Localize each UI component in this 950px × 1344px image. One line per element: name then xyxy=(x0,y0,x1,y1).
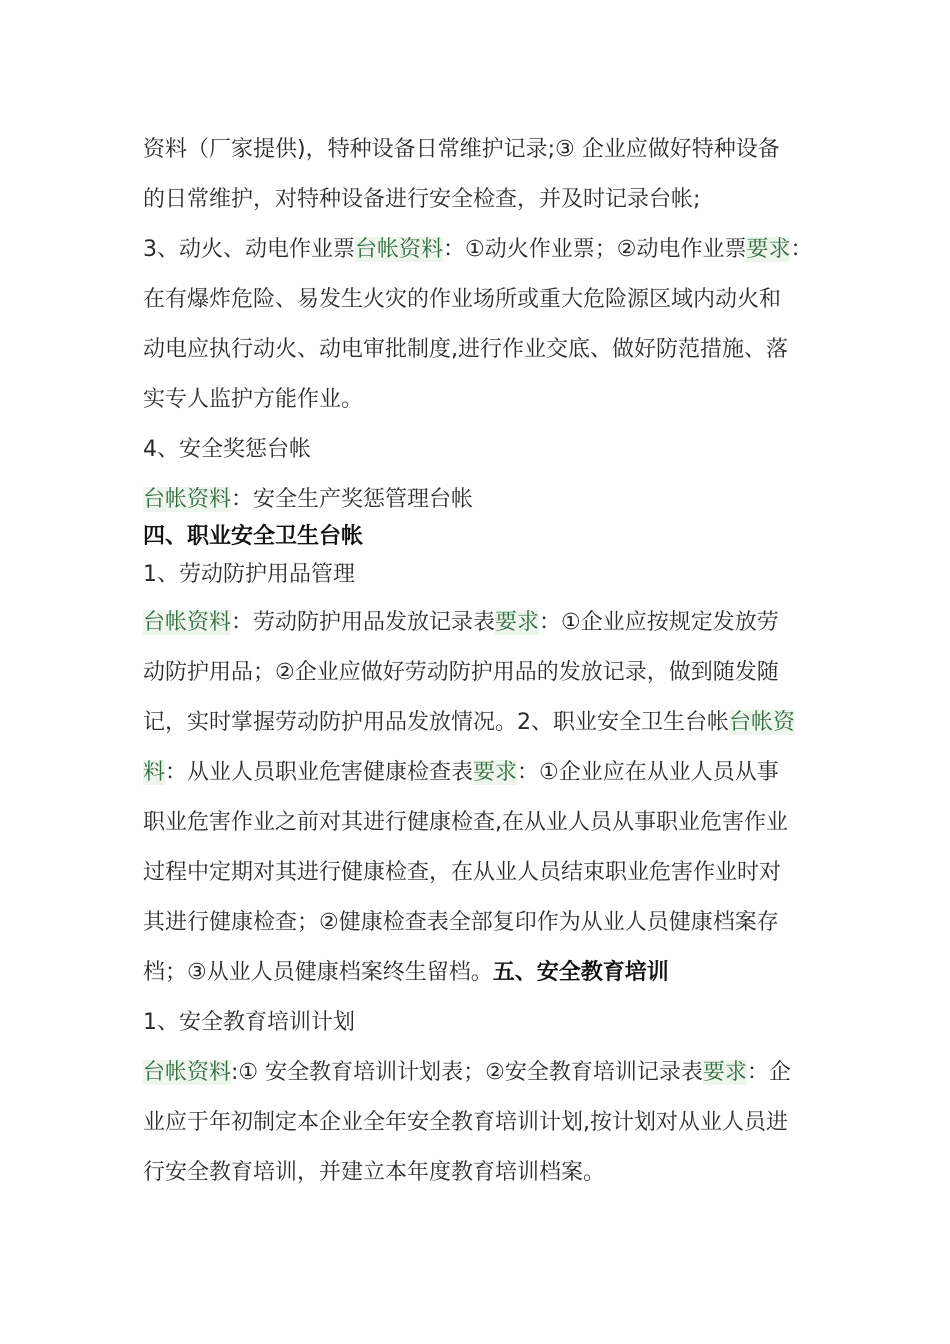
body-text: ：①动火作业票；②动电作业票 xyxy=(443,237,747,262)
text-line xyxy=(143,285,823,315)
highlighted-term: 要求 xyxy=(746,237,791,262)
text-line xyxy=(143,858,823,888)
text-line xyxy=(143,1008,823,1038)
text-line xyxy=(143,808,823,838)
body-text: 在有爆炸危险、易发生火灾的作业场所或重大危险源区域内动火和 xyxy=(143,287,782,312)
highlighted-term: 要求 xyxy=(473,760,518,785)
text-line xyxy=(143,385,823,415)
text-line xyxy=(143,235,823,265)
body-text: 业应于年初制定本企业全年安全教育培训计划,按计划对从业人员进 xyxy=(143,1110,788,1135)
body-text: 4、安全奖惩台帐 xyxy=(143,437,311,462)
body-text: 1、安全教育培训计划 xyxy=(143,1010,355,1035)
body-text: ：安全生产奖惩管理台帐 xyxy=(231,487,474,512)
body-text: 职业危害作业之前对其进行健康检查,在从业人员从事职业危害作业 xyxy=(143,810,788,835)
text-line xyxy=(143,1058,823,1088)
body-text: 资料（厂家提供)，特种设备日常维护记录;③ 企业应做好特种设备 xyxy=(143,137,780,162)
text-line xyxy=(143,908,823,938)
body-text: 1、劳动防护用品管理 xyxy=(143,562,355,587)
highlighted-term: 要求 xyxy=(702,1060,747,1085)
body-text: 档；③从业人员健康档案终生留档。 xyxy=(143,960,493,985)
highlighted-term: 台帐资料 xyxy=(143,487,232,512)
highlighted-term: 台帐资料 xyxy=(143,610,232,635)
text-line xyxy=(143,1108,823,1138)
text-line xyxy=(143,758,823,788)
body-text: 动电应执行动火、动电审批制度,进行作业交底、做好防范措施、落 xyxy=(143,337,788,362)
body-text: 其进行健康检查；②健康检查表全部复印作为从业人员健康档案存 xyxy=(143,910,779,935)
body-text: ：①企业应按规定发放劳 xyxy=(539,610,779,635)
text-line xyxy=(143,1158,823,1188)
text-line xyxy=(143,335,823,365)
text-line xyxy=(143,135,823,165)
text-line xyxy=(143,485,823,515)
text-line xyxy=(143,435,823,465)
body-text: ：①企业应在从业人员从事 xyxy=(517,760,779,785)
section-heading: 五、安全教育培训 xyxy=(492,960,669,985)
body-text: 记，实时掌握劳动防护用品发放情况。2、职业安全卫生台帐 xyxy=(143,710,729,735)
body-text: 动防护用品；②企业应做好劳动防护用品的发放记录，做到随发随 xyxy=(143,660,779,685)
body-text: ：企 xyxy=(746,1060,791,1085)
text-line xyxy=(143,185,823,215)
body-text: ：劳动防护用品发放记录表 xyxy=(231,610,496,635)
body-text: :① 安全教育培训计划表；②安全教育培训记录表 xyxy=(231,1060,703,1085)
text-line xyxy=(143,958,823,988)
text-line xyxy=(143,658,823,688)
highlighted-term: 台帐资料 xyxy=(143,1060,232,1085)
section-heading: 四、职业安全卫生台帐 xyxy=(143,524,364,549)
highlighted-term: 要求 xyxy=(495,610,540,635)
body-text: ： xyxy=(790,237,813,262)
text-line xyxy=(143,708,823,738)
body-text: 实专人监护方能作业。 xyxy=(143,387,364,412)
highlighted-term: 台帐资 xyxy=(729,710,796,735)
highlighted-term: 台帐资料 xyxy=(355,237,444,262)
body-text: ：从业人员职业危害健康检查表 xyxy=(165,760,474,785)
body-text: 过程中定期对其进行健康检查，在从业人员结束职业危害作业时对 xyxy=(143,860,782,885)
highlighted-term: 料 xyxy=(143,760,166,785)
body-text: 的日常维护，对特种设备进行安全检查，并及时记录台帐; xyxy=(143,187,701,212)
text-line xyxy=(143,560,823,590)
text-line xyxy=(143,522,823,552)
text-line xyxy=(143,608,823,638)
body-text: 3、动火、动电作业票 xyxy=(143,237,355,262)
body-text: 行安全教育培训，并建立本年度教育培训档案。 xyxy=(143,1160,606,1185)
